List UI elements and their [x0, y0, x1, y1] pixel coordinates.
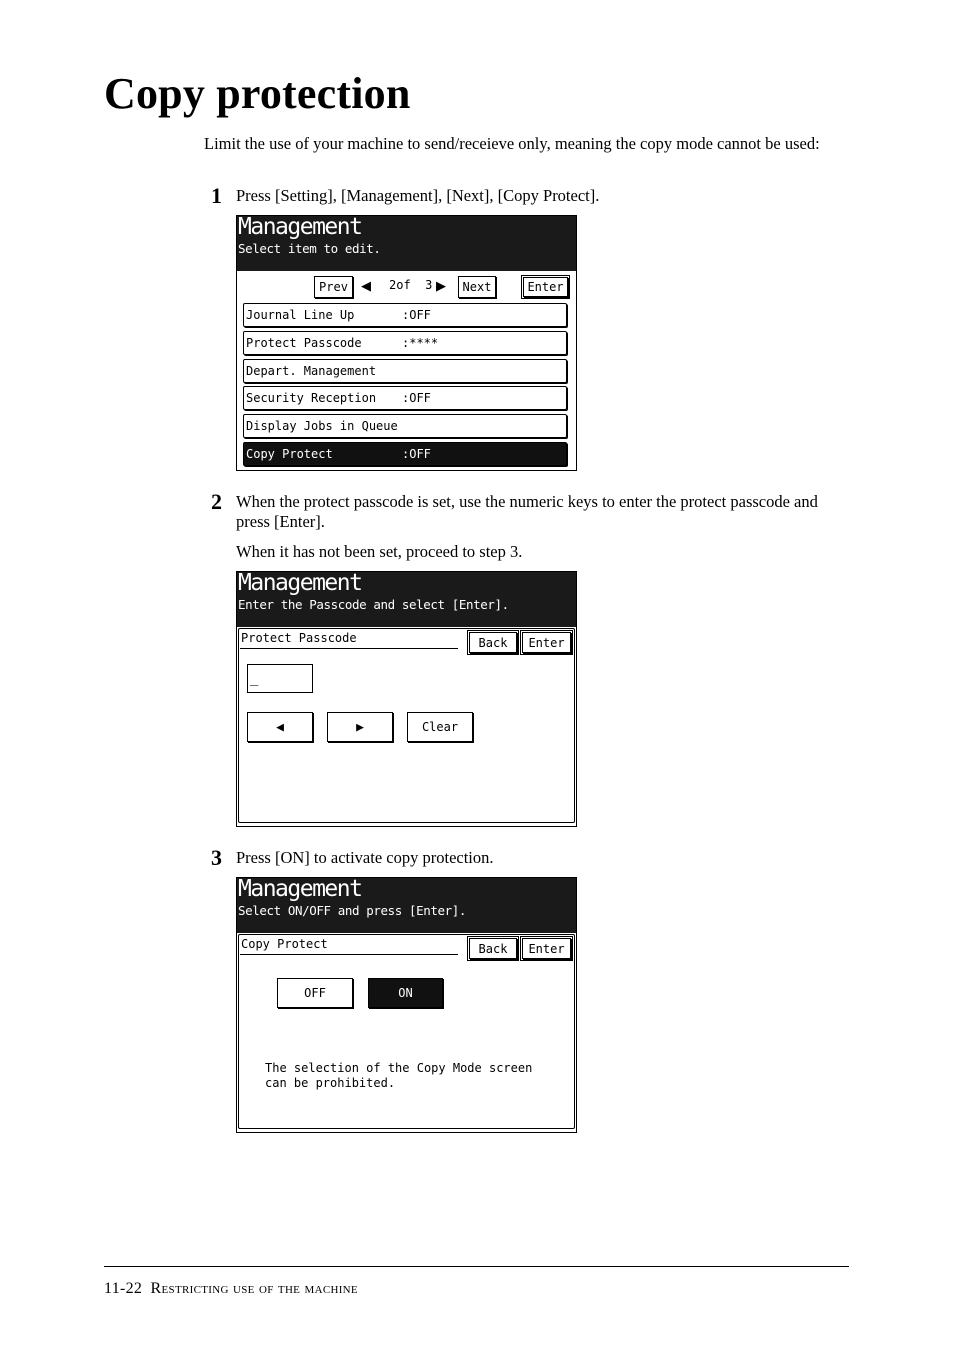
field-label: Protect Passcode — [241, 631, 357, 645]
cursor-left-button[interactable]: ◀ — [247, 712, 313, 742]
screen-header — [237, 216, 576, 271]
info-message-line-2: can be prohibited. — [265, 1076, 396, 1090]
list-item-label: Protect Passcode — [246, 336, 362, 350]
field-label-underline — [240, 648, 458, 649]
next-button[interactable]: Next — [458, 276, 496, 298]
clear-button[interactable]: Clear — [407, 712, 473, 742]
list-item-display-jobs-in-queue[interactable] — [243, 414, 567, 438]
page-left-arrow-icon: ◀ — [361, 278, 371, 293]
step-1-number: 1 — [211, 183, 222, 208]
list-item-value: :OFF — [402, 447, 431, 461]
screen-title: Management — [238, 214, 362, 240]
back-button[interactable]: Back — [469, 632, 517, 653]
list-item-label: Security Reception — [246, 391, 377, 405]
footer-section-title: Restricting use of the machine — [150, 1280, 358, 1297]
screen-subtitle: Select item to edit. — [238, 241, 381, 256]
list-item-label: Copy Protect — [246, 447, 333, 461]
step-3-text: Press [ON] to activate copy protection. — [236, 848, 494, 867]
enter-button[interactable]: Enter — [523, 277, 568, 297]
footer-page-number: 11-22 — [104, 1280, 143, 1297]
enter-button[interactable]: Enter — [522, 632, 571, 653]
page-title: Copy protection — [104, 69, 411, 118]
list-item-depart-management[interactable] — [243, 359, 567, 383]
step-2-text: When the protect passcode is set, use the numeric keys to enter the protect passcode and press [Enter]. — [236, 492, 818, 531]
info-message — [265, 1061, 532, 1091]
step-2-number: 2 — [211, 489, 222, 514]
step-2-note: When it has not been set, proceed to step 3. — [236, 542, 523, 561]
screen-panel — [238, 934, 575, 1129]
list-item-security-reception[interactable] — [243, 386, 567, 410]
list-item-value: :**** — [402, 336, 439, 350]
field-label: Copy Protect — [241, 937, 328, 951]
screen-subtitle: Select ON/OFF and press [Enter]. — [238, 903, 467, 918]
screen-title: Management — [238, 570, 362, 596]
screen-subtitle: Enter the Passcode and select [Enter]. — [238, 597, 509, 612]
off-button[interactable]: OFF — [277, 978, 353, 1008]
enter-button[interactable]: Enter — [522, 938, 571, 959]
management-list-screen — [236, 215, 577, 471]
screen-header — [237, 572, 576, 627]
list-item-protect-passcode[interactable] — [243, 331, 567, 355]
page-indicator: 2of 3 — [389, 278, 433, 292]
back-button[interactable]: Back — [469, 938, 517, 959]
on-button[interactable]: ON — [368, 978, 443, 1008]
list-item-label: Display Jobs in Queue — [246, 419, 398, 433]
list-item-journal-line-up[interactable] — [243, 303, 567, 327]
passcode-input[interactable]: _ — [247, 664, 313, 693]
step-3-number: 3 — [211, 845, 222, 870]
list-item-label: Journal Line Up — [246, 308, 355, 322]
cursor-right-button[interactable]: ▶ — [327, 712, 393, 742]
field-label-underline — [240, 954, 458, 955]
screen-title: Management — [238, 876, 362, 902]
page-footer — [104, 1280, 358, 1298]
page-right-arrow-icon: ▶ — [436, 278, 446, 293]
step-1-text: Press [Setting], [Management], [Next], [Copy Protect]. — [236, 186, 600, 205]
screen-header — [237, 878, 576, 933]
copy-protect-screen — [236, 877, 577, 1133]
list-item-value: :OFF — [402, 308, 431, 322]
footer-divider — [104, 1266, 849, 1267]
list-item-copy-protect[interactable] — [243, 442, 567, 466]
list-item-value: :OFF — [402, 391, 431, 405]
list-item-label: Depart. Management — [246, 364, 377, 378]
prev-button[interactable]: Prev — [314, 276, 353, 298]
passcode-entry-screen — [236, 571, 577, 827]
intro-text: Limit the use of your machine to send/receieve only, meaning the copy mode cannot be used: — [204, 134, 820, 153]
info-message-line-1: The selection of the Copy Mode screen — [265, 1061, 533, 1075]
